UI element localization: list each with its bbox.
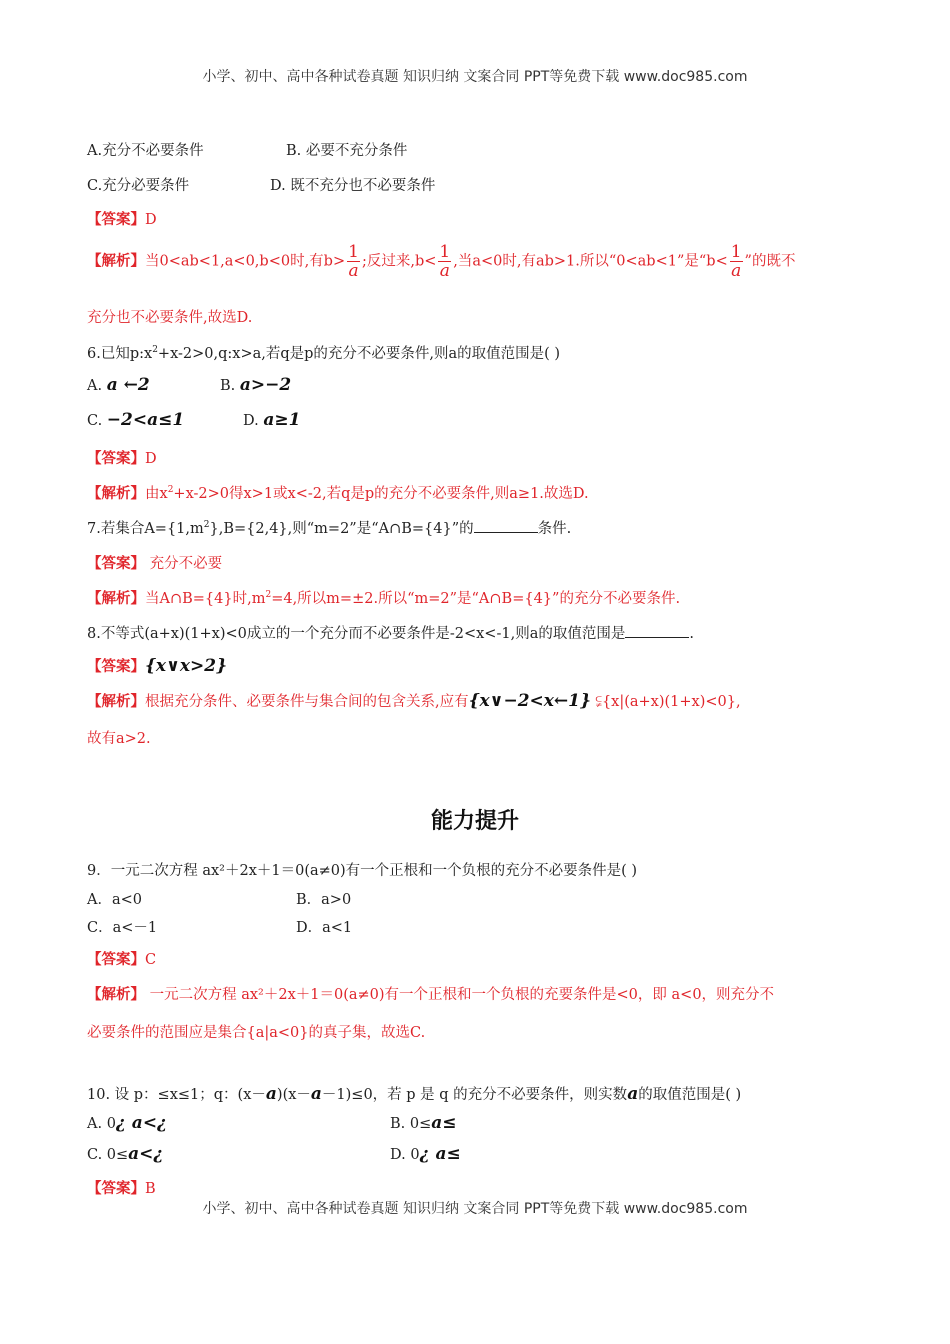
q6-option-d: D. a≥1 <box>243 410 301 430</box>
section-title: 能力提升 <box>430 809 519 834</box>
q6-stem: 6.已知$p:x^2+x-2>0,q:x>a$,若q是p的充分不必要条件,则a的取值范围是( ) <box>87 345 561 362</box>
q5-analysis-line2: 充分也不必要条件,故选D. <box>87 310 253 326</box>
q9-option-c: C．a<－1 <box>87 920 158 936</box>
fill-blank <box>474 520 538 533</box>
q7-analysis: 【解析】当A∩B={4}时$,m^2=4$,所以m=±2.所以“m=2”是“A∩B={4}”的充分不必要条件. <box>87 590 681 607</box>
q9-analysis: 【解析】 一元二次方程 ax²＋2x＋1＝0(a≠0)有一个正根和一个负根的充要条件是<0，即 a<0，则充分不 <box>87 986 775 1003</box>
analysis-text: ,当a<0时,有ab>1.所以“0<ab<1”是“b< <box>453 253 728 270</box>
fraction-1-over-a: $\frac{1}{a}$ <box>348 242 359 281</box>
q6-answer: 【答案】D <box>87 450 157 467</box>
q8-analysis-line2: 故有a>2. <box>87 731 151 747</box>
q5-option-a: A.充分不必要条件 <box>87 143 204 159</box>
analysis-label: 【解析】 <box>87 252 145 270</box>
analysis-text: ;反过来,b< <box>361 253 437 270</box>
fraction-1-over-a: $\frac{1}{a}$ <box>439 242 451 281</box>
answer-label: 【答案】 <box>87 211 145 228</box>
q6-option-b: B. a>−2 <box>220 375 292 395</box>
q9-stem: 9．一元二次方程 ax²＋2x＋1＝0(a≠0)有一个正根和一个负根的充分不必要条件是( ) <box>87 863 638 879</box>
q5-option-b: B. 必要不充分条件 <box>286 143 408 159</box>
page-footer: 小学、初中、高中各种试卷真题 知识归纳 文案合同 PPT等免费下载 www.doc985.com <box>202 1201 748 1217</box>
q5-option-d: D. 既不充分也不必要条件 <box>270 178 436 194</box>
q8-analysis: 【解析】根据充分条件、必要条件与集合间的包含关系,应有{x∨−2<x←1} ⫋{x|(a+x)(1+x)<0}, <box>87 691 741 711</box>
q8-stem: 8.不等式(a+x)(1+x)<0成立的一个充分而不必要条件是-2<x<-1,则a的取值范围是 . <box>87 626 694 642</box>
q10-option-a: A. 0¿ a<¿ <box>87 1113 168 1133</box>
q5-analysis <box>87 243 795 280</box>
q10-option-c: C. 0≤a<¿ <box>87 1144 164 1164</box>
fill-blank <box>625 625 689 638</box>
q10-option-b: B. 0≤a≤ <box>390 1113 457 1133</box>
fraction-1-over-a: $\frac{1}{a}$ <box>730 242 742 281</box>
page-header: 小学、初中、高中各种试卷真题 知识归纳 文案合同 PPT等免费下载 www.doc985.com <box>202 69 748 85</box>
q10-stem: 10. 设 p：≤x≤1；q：(x－a)(x－a－1)≤0，若 p 是 q 的充分不必要条件，则实数a的取值范围是( ) <box>87 1084 742 1104</box>
q7-stem: 7.若集合$A=\{1,m^2\},B=\{2,4\}$,则“m=2”是“A∩B={4}”的 条件. <box>87 520 572 537</box>
q5-answer <box>87 208 157 229</box>
q5-option-c: C.充分必要条件 <box>87 178 190 194</box>
analysis-text: ”的既不 <box>744 253 796 270</box>
q8-answer: 【答案】{x∨x>2} <box>87 656 228 676</box>
q9-analysis-line2: 必要条件的范围应是集合{a|a<0}的真子集，故选C. <box>87 1025 426 1041</box>
q9-answer: 【答案】C <box>87 951 157 968</box>
q6-analysis: 【解析】由$x^2+x-2>0$得x>1或x<-2,若q是p的充分不必要条件,则a≥1.故选D. <box>87 485 589 502</box>
q9-option-d: D．a<1 <box>296 920 353 936</box>
q10-option-d: D. 0¿ a≤ <box>390 1144 461 1164</box>
q6-option-a: A. a ←2 <box>87 375 150 395</box>
q7-answer: 【答案】 充分不必要 <box>87 555 223 572</box>
q9-option-a: A．a<0 <box>87 892 142 908</box>
q9-option-b: B．a>0 <box>296 892 352 908</box>
answer-value: D <box>145 212 157 228</box>
q6-option-c: C. −2<a≤1 <box>87 410 185 430</box>
analysis-text: 当0<ab<1,a<0,b<0时,有b> <box>145 253 346 270</box>
q10-answer: 【答案】B <box>87 1180 156 1197</box>
